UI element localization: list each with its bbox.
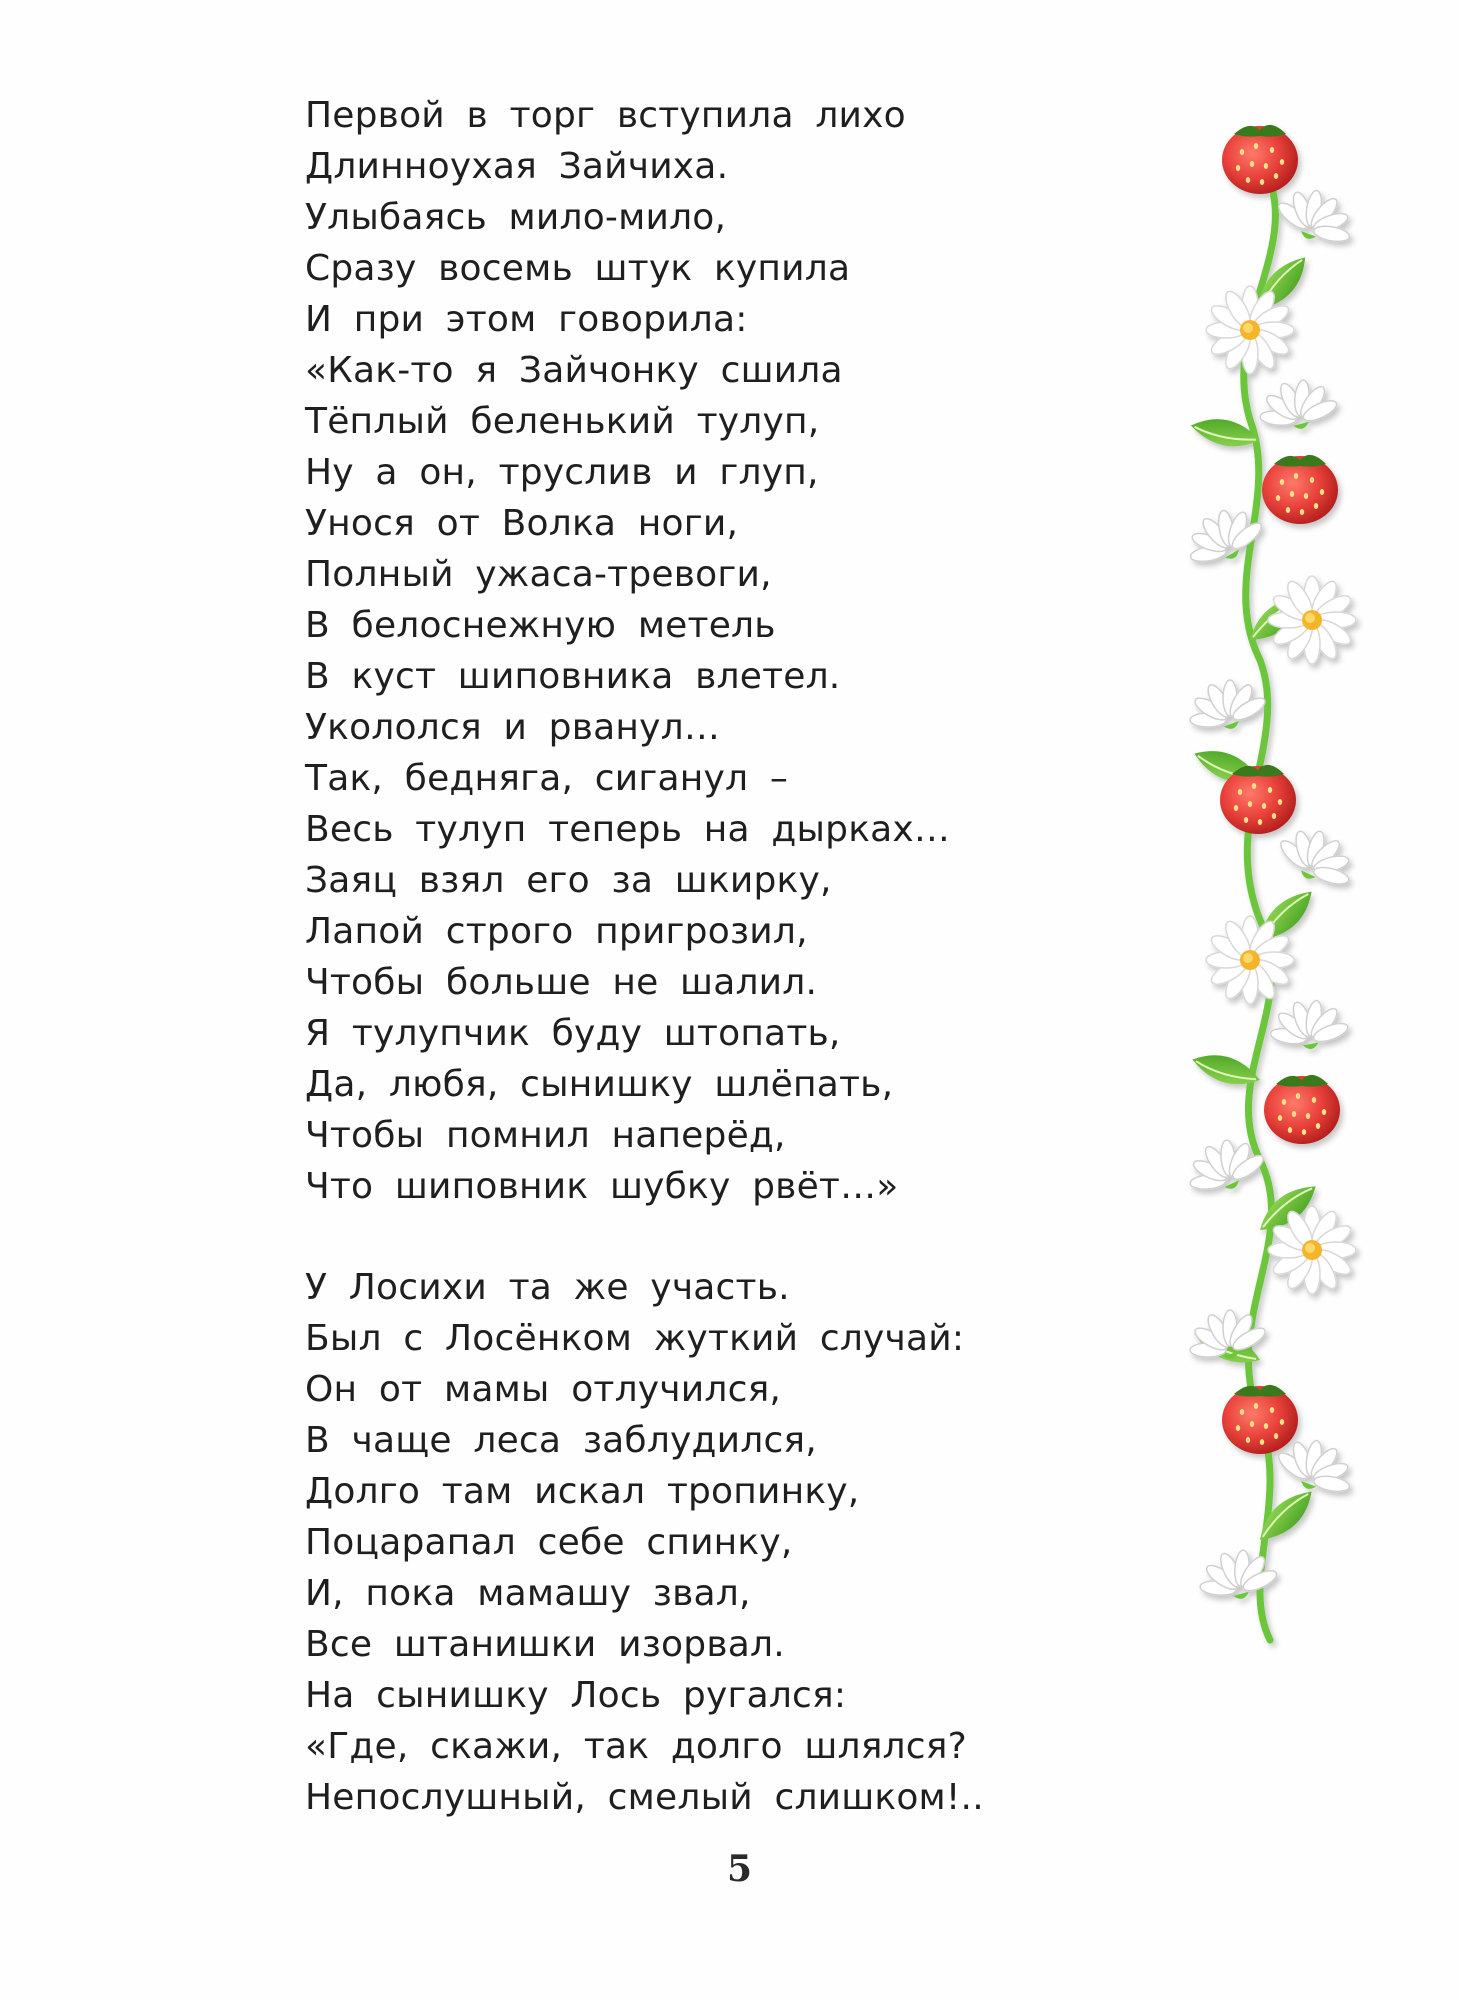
poem-line: В чаще леса заблудился,: [305, 1420, 817, 1461]
poem-line: Долго там искал тропинку,: [305, 1471, 860, 1512]
stanza-1: [305, 90, 950, 1212]
poem-line: Лапой строго пригрозил,: [305, 911, 808, 952]
leaf-icon: [1250, 1485, 1322, 1546]
poem-line: Полный ужаса-тревоги,: [305, 554, 772, 595]
poem-line: Длинноухая Зайчиха.: [305, 146, 729, 187]
page-number: 5: [726, 1848, 753, 1890]
poem-line: Заяц взял его за шкирку,: [305, 860, 832, 901]
poem-line: Все штанишки изорвал.: [305, 1624, 785, 1665]
poem-line: У Лосихи та же участь.: [305, 1267, 790, 1308]
poem-line: Непослушный, смелый слишком!..: [305, 1777, 984, 1818]
poem-line: Сразу восемь штук купила: [305, 248, 851, 289]
poem-line: Чтобы помнил наперёд,: [305, 1115, 786, 1156]
poem-line: И, пока мамашу звал,: [305, 1573, 751, 1614]
poem-line: Укололся и рванул…: [305, 707, 721, 748]
poem-line: Унося от Волка ноги,: [305, 503, 739, 544]
poem-line: Он от мамы отлучился,: [305, 1369, 782, 1410]
poem-line: Чтобы больше не шалил.: [305, 962, 818, 1003]
poem-line: Весь тулуп теперь на дырках…: [305, 809, 951, 850]
poem-line: «Как-то я Зайчонку сшила: [305, 350, 843, 391]
daisy-icon: [1180, 668, 1271, 742]
poem-line: Я тулупчик буду штопать,: [305, 1013, 841, 1054]
poem-line: И при этом говорила:: [305, 299, 748, 340]
strawberry-daisy-vine: [1180, 120, 1380, 1660]
poem-line: «Где, скажи, так долго шлялся?: [305, 1726, 967, 1767]
daisy-icon: [1270, 816, 1364, 895]
strawberry-icon: [1264, 1075, 1340, 1144]
poem-line: Первой в торг вступила лихо: [305, 95, 906, 136]
poem-line: Да, любя, сынишку шлёпать,: [305, 1064, 894, 1105]
strawberry-icon: [1222, 1385, 1298, 1454]
poem-line: Тёплый беленький тулуп,: [305, 401, 820, 442]
poem-line: Поцарапал себе спинку,: [305, 1522, 793, 1563]
daisy-icon: [1251, 370, 1342, 439]
strawberry-icon: [1262, 455, 1338, 524]
poem-line: Улыбаясь мило-мило,: [305, 197, 727, 238]
daisy-icon: [1264, 993, 1352, 1056]
poem-line: На сынишку Лось ругался:: [305, 1675, 847, 1716]
stanza-2: [305, 1262, 984, 1823]
daisy-icon: [1268, 576, 1356, 664]
daisy-icon: [1180, 1126, 1271, 1205]
daisy-icon: [1191, 1540, 1282, 1609]
poem-line: Был с Лосёнком жуткий случай:: [305, 1318, 965, 1359]
poem-line: Так, бедняга, сиганул –: [305, 758, 789, 799]
poem-line: В куст шиповника влетел.: [305, 656, 841, 697]
strawberry-icon: [1222, 125, 1298, 194]
poem-line: В белоснежную метель: [305, 605, 776, 646]
poem-line: Ну а он, труслив и глуп,: [305, 452, 819, 493]
daisy-icon: [1269, 178, 1362, 252]
poem-line: Что шиповник шубку рвёт…»: [305, 1166, 899, 1207]
